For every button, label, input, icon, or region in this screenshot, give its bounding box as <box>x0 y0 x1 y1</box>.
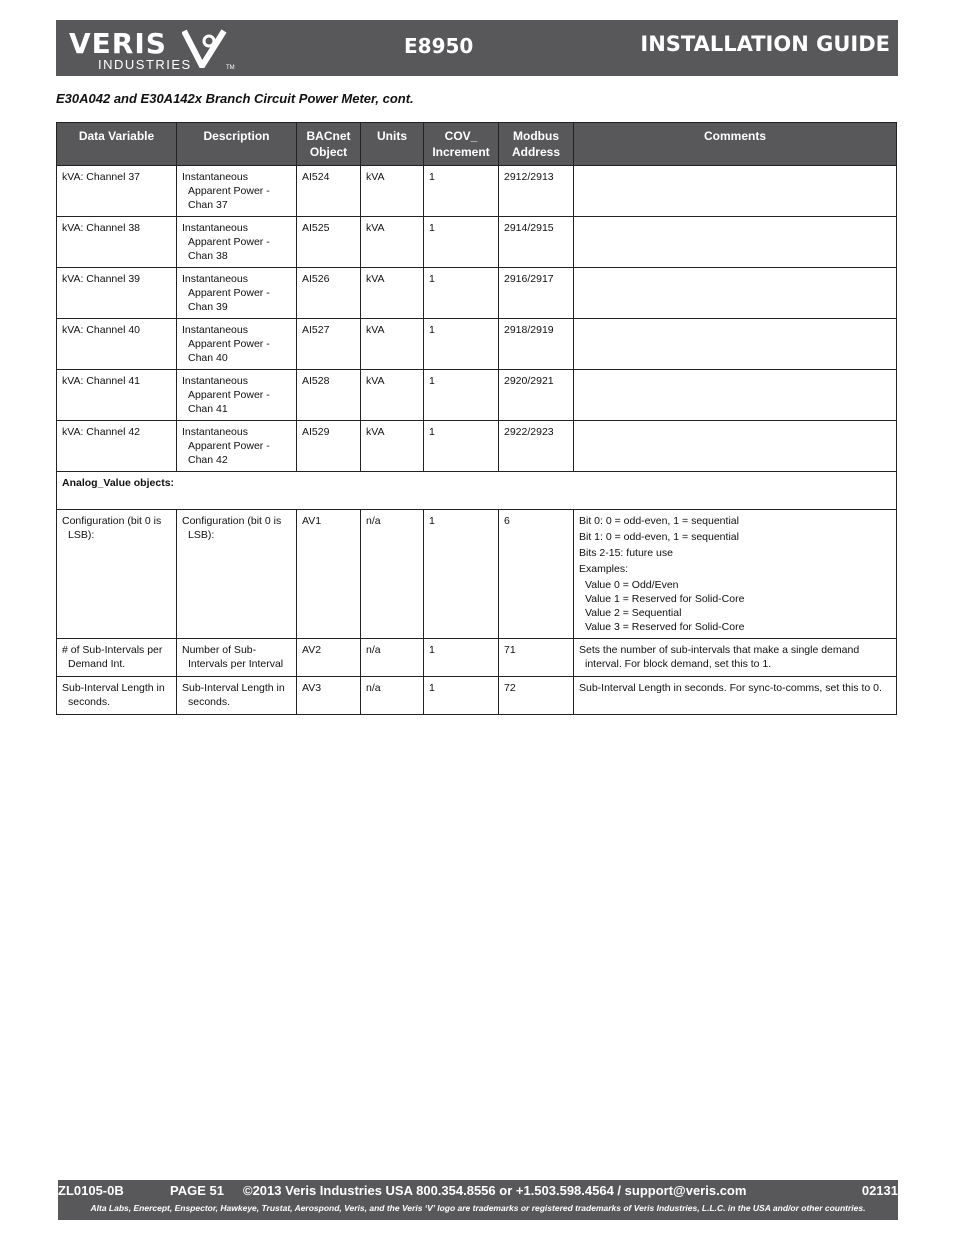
cell-modbus-address: 2914/2915 <box>504 222 554 234</box>
cell-bacnet-object: AI524 <box>302 171 330 183</box>
comment-example: Value 0 = Odd/Even <box>585 579 679 591</box>
table-header-row <box>57 123 897 166</box>
cell-description: Instantaneous Apparent Power - Chan 40 <box>182 324 270 364</box>
section-row <box>57 472 897 510</box>
cell-modbus-address: 2916/2917 <box>504 273 554 285</box>
table-row <box>57 370 897 421</box>
table-row <box>57 217 897 268</box>
header-modbus-address: Modbus Address <box>499 123 574 166</box>
date-code: 02131 <box>861 1183 898 1198</box>
cell-description: Instantaneous Apparent Power - Chan 38 <box>182 222 270 262</box>
comment-line: Bit 0: 0 = odd-even, 1 = sequential <box>579 515 739 527</box>
comment-line: Examples: <box>579 563 629 575</box>
cell-bacnet-object: AV2 <box>302 644 322 656</box>
comment-example: Value 1 = Reserved for Solid-Core <box>585 593 745 605</box>
cell-units: kVA <box>366 171 385 183</box>
cell-cov-increment: 1 <box>429 426 435 438</box>
table-row <box>57 319 897 370</box>
cell-comments: Sets the number of sub-intervals that make a single demand interval. For block demand, set this to 1. <box>579 644 860 670</box>
cell-data-variable: kVA: Channel 41 <box>62 375 141 387</box>
cell-bacnet-object: AV3 <box>302 682 322 694</box>
table-row <box>57 639 897 677</box>
comment-line: Bit 1: 0 = odd-even, 1 = sequential <box>579 531 739 543</box>
section-label: Analog_Value objects: <box>57 472 897 510</box>
cell-modbus-address: 2922/2923 <box>504 426 554 438</box>
model-number: E8950 <box>404 34 474 58</box>
cell-units: kVA <box>366 273 385 285</box>
header-cov-increment: COV_ Increment <box>424 123 499 166</box>
cell-cov-increment: 1 <box>429 644 435 656</box>
cell-bacnet-object: AI525 <box>302 222 330 234</box>
cell-modbus-address: 2920/2921 <box>504 375 554 387</box>
data-variable-table <box>56 122 897 715</box>
cell-bacnet-object: AI527 <box>302 324 330 336</box>
cell-modbus-address: 2912/2913 <box>504 171 554 183</box>
cell-data-variable: # of Sub-Intervals per Demand Int. <box>62 644 163 670</box>
page-footer <box>58 1180 898 1220</box>
guide-title: INSTALLATION GUIDE <box>640 32 890 56</box>
cell-data-variable: kVA: Channel 40 <box>62 324 141 336</box>
comment-line: Bits 2-15: future use <box>579 547 673 559</box>
copyright-contact: ©2013 Veris Industries USA 800.354.8556 or +1.503.598.4564 / support@veris.com <box>243 1183 747 1198</box>
cell-data-variable: kVA: Channel 42 <box>62 426 141 438</box>
header-data-variable: Data Variable <box>57 123 177 166</box>
cell-units: n/a <box>366 682 381 694</box>
cell-description: Configuration (bit 0 is LSB): <box>182 515 282 541</box>
footer-info-line <box>58 1183 898 1201</box>
cell-cov-increment: 1 <box>429 515 435 527</box>
section-subtitle: E30A042 and E30A142x Branch Circuit Power Meter, cont. <box>56 91 414 106</box>
cell-description: Instantaneous Apparent Power - Chan 42 <box>182 426 270 466</box>
header-bacnet-object: BACnet Object <box>297 123 361 166</box>
cell-modbus-address: 71 <box>504 644 516 656</box>
cell-description: Instantaneous Apparent Power - Chan 39 <box>182 273 270 313</box>
cell-comments <box>574 510 897 639</box>
logo-trademark: TM <box>226 65 235 71</box>
cell-units: kVA <box>366 375 385 387</box>
cell-bacnet-object: AV1 <box>302 515 322 527</box>
veris-logo <box>66 26 236 72</box>
table-body <box>57 166 897 715</box>
logo-wordmark: VERIS <box>69 27 167 60</box>
document-number: ZL0105-0B <box>58 1183 124 1198</box>
cell-units: n/a <box>366 515 381 527</box>
cell-comments: Sub-Interval Length in seconds. For sync-to-comms, set this to 0. <box>579 682 882 694</box>
cell-cov-increment: 1 <box>429 273 435 285</box>
cell-modbus-address: 6 <box>504 515 510 527</box>
table-row <box>57 677 897 715</box>
cell-cov-increment: 1 <box>429 375 435 387</box>
cell-cov-increment: 1 <box>429 222 435 234</box>
cell-cov-increment: 1 <box>429 682 435 694</box>
header-comments: Comments <box>574 123 897 166</box>
cell-data-variable: Configuration (bit 0 is LSB): <box>62 515 162 541</box>
cell-bacnet-object: AI526 <box>302 273 330 285</box>
cell-data-variable: kVA: Channel 37 <box>62 171 141 183</box>
cell-modbus-address: 72 <box>504 682 516 694</box>
logo-subtext: INDUSTRIES <box>98 57 192 72</box>
cell-description: Sub-Interval Length in seconds. <box>182 682 285 708</box>
cell-units: n/a <box>366 644 381 656</box>
cell-bacnet-object: AI528 <box>302 375 330 387</box>
cell-cov-increment: 1 <box>429 171 435 183</box>
cell-modbus-address: 2918/2919 <box>504 324 554 336</box>
page-header <box>56 20 898 76</box>
page-number: PAGE 51 <box>170 1183 224 1198</box>
header-description: Description <box>177 123 297 166</box>
cell-units: kVA <box>366 324 385 336</box>
table-row <box>57 510 897 639</box>
header-units: Units <box>361 123 424 166</box>
cell-units: kVA <box>366 222 385 234</box>
comment-example: Value 3 = Reserved for Solid-Core <box>585 621 745 633</box>
cell-data-variable: kVA: Channel 38 <box>62 222 141 234</box>
table-row <box>57 421 897 472</box>
cell-data-variable: Sub-Interval Length in seconds. <box>62 682 165 708</box>
cell-units: kVA <box>366 426 385 438</box>
table-row <box>57 268 897 319</box>
trademark-notice: Alta Labs, Enercept, Enspector, Hawkeye, Trustat, Aerospond, Veris, and the Veris ‘V’ logo are trademarks or registered trademarks of Veris Industries, L.L.C. in the USA and/or other countries. <box>90 1203 866 1213</box>
cell-description: Instantaneous Apparent Power - Chan 41 <box>182 375 270 415</box>
table-row <box>57 166 897 217</box>
comment-example: Value 2 = Sequential <box>585 607 682 619</box>
cell-data-variable: kVA: Channel 39 <box>62 273 141 285</box>
cell-description: Instantaneous Apparent Power - Chan 37 <box>182 171 270 211</box>
cell-cov-increment: 1 <box>429 324 435 336</box>
cell-description: Number of Sub-Intervals per Interval <box>182 644 284 670</box>
cell-bacnet-object: AI529 <box>302 426 330 438</box>
